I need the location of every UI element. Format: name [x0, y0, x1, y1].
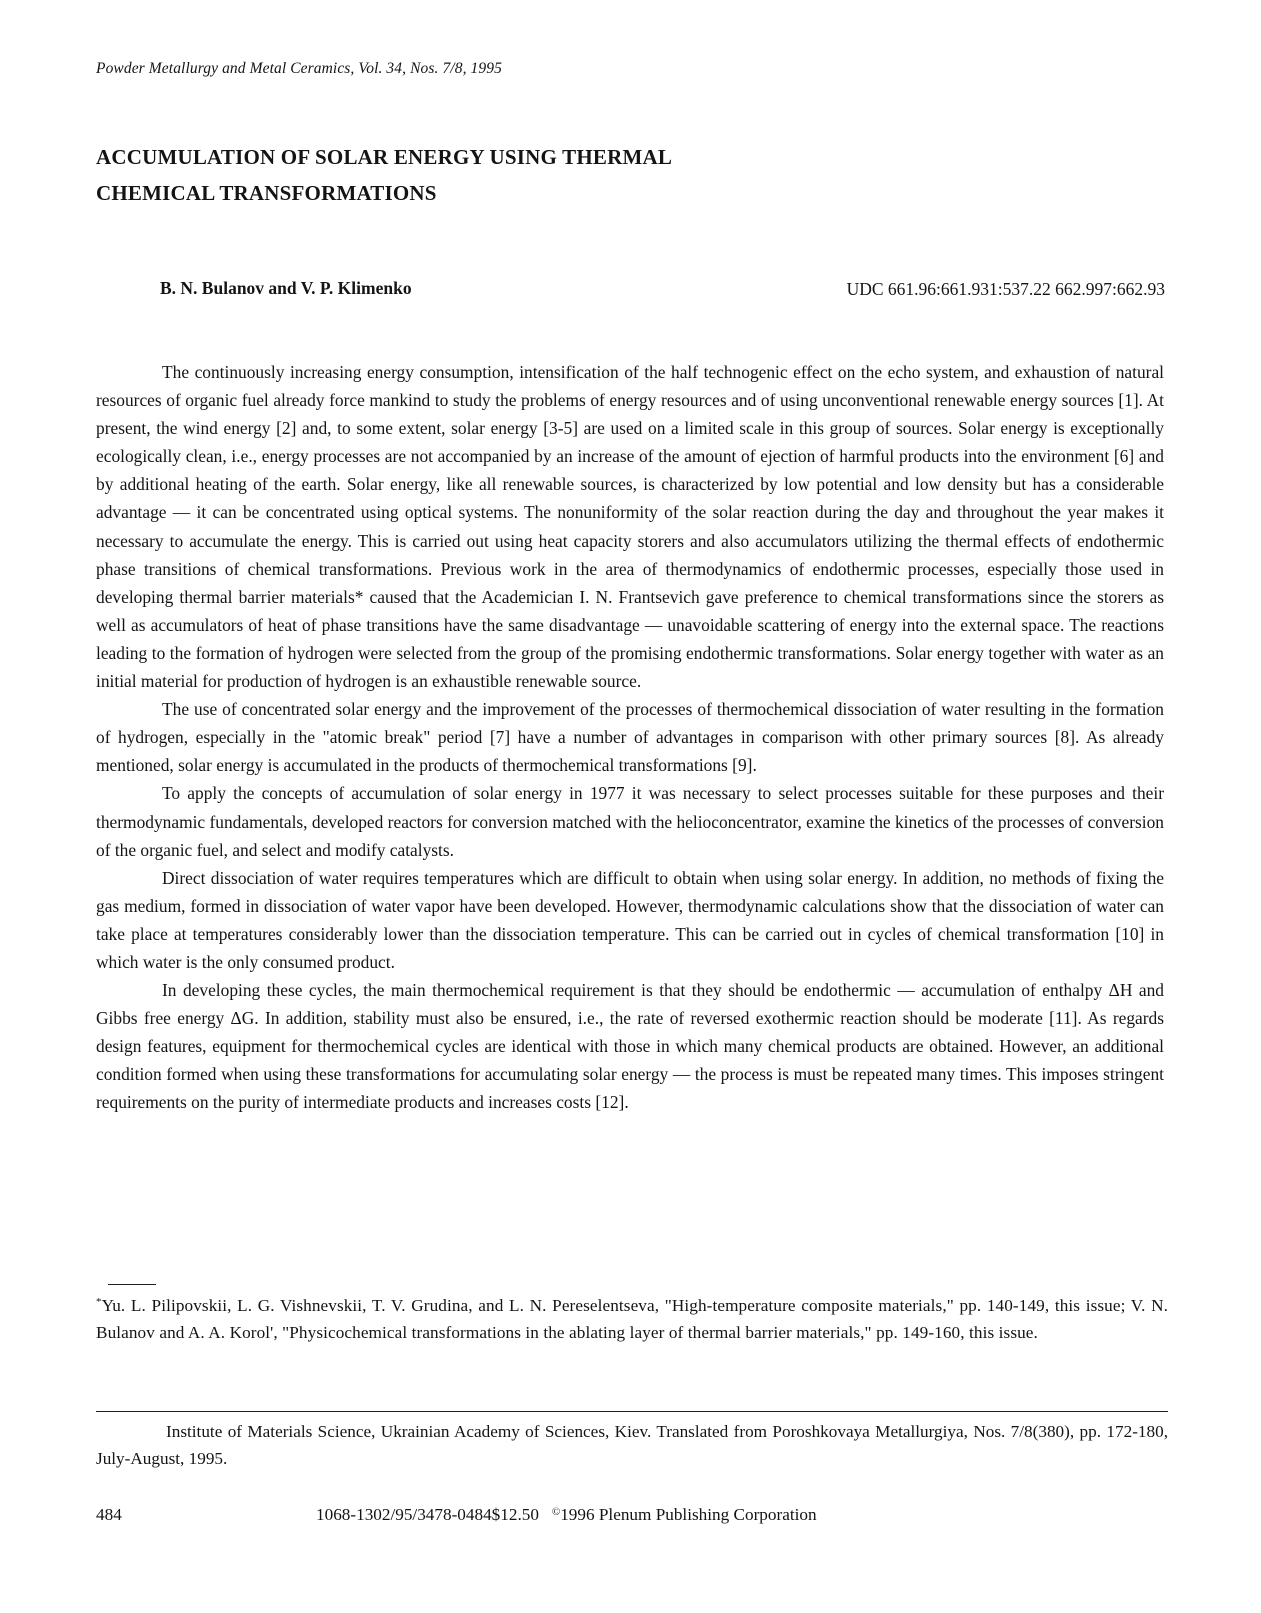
udc-code: UDC 661.96:661.931:537.22 662.997:662.93 [846, 279, 1165, 299]
copyright-symbol: © [551, 1506, 561, 1518]
issn-price: 1068-1302/95/3478-0484$12.50 [316, 1505, 539, 1524]
body-paragraph: To apply the concepts of accumulation of solar energy in 1977 it was necessary to select processes suitable for these purposes and their thermodynamic fundamentals, developed reactors for conversion matched with the helioconcentrator, examine the kinetics of the processes of conversion of the organic fuel, and select and modify catalysts. [96, 783, 1164, 860]
copyright-text: 1996 Plenum Publishing Corporation [560, 1505, 817, 1524]
body-paragraph: Direct dissociation of water requires temperatures which are difficult to obtain when using solar energy. In addition, no methods of fixing the gas medium, formed in dissociation of water vapor have been developed. However, thermodynamic calculations show that the dissociation of water can take place at temperatures considerably lower than the dissociation temperature. This can be carried out in cycles of chemical transformation [10] in which water is the only consumed product. [96, 867, 1164, 972]
body-paragraph: In developing these cycles, the main thermochemical requirement is that they should be endothermic — accumulation of enthalpy ΔH and Gibbs free energy ΔG. In addition, stability must also be ensured, i.e., the rate of reversed exothermic reaction should be moderate [11]. As regards design features, equipment for thermochemical cycles are identical with those in which many chemical products are obtained. However, an additional condition formed when using these transformations for accumulating solar energy — the process is must be repeated many times. This imposes stringent requirements on the purity of intermediate products and increases costs [12]. [96, 980, 1164, 1113]
page-number: 484 [96, 1505, 122, 1524]
affiliation-divider [96, 1411, 1168, 1412]
body-paragraph: The use of concentrated solar energy and the improvement of the processes of thermochemical dissociation of water resulting in the formation of hydrogen, especially in the "atomic break" period [7] have a number of advantages in comparison with other primary sources [8]. As already mentioned, solar energy is accumulated in the products of thermochemical transformations [9]. [96, 699, 1164, 776]
article-body [96, 358, 1164, 1117]
journal-citation: Powder Metallurgy and Metal Ceramics, Vol. 34, Nos. 7/8, 1995 [96, 60, 502, 77]
body-paragraph: The continuously increasing energy consumption, intensification of the half technogenic effect on the echo system, and exhaustion of natural resources of organic fuel already force mankind to study the problems of energy resources and of using unconventional renewable energy sources [1]. At present, the wind energy [2] and, to some extent, solar energy [3-5] are used on a limited scale in this group of sources. Solar energy is exceptionally ecologically clean, i.e., energy processes are not accompanied by an increase of the amount of ejection of harmful products into the environment [6] and by additional heating of the earth. Solar energy, like all renewable sources, is characterized by low potential and low density but has a considerable advantage — it can be concentrated using optical systems. The nonuniformity of the solar reaction during the day and throughout the year makes it necessary to accumulate the energy. This is carried out using heat capacity storers and also accumulators utilizing the thermal effects of endothermic phase transitions of chemical transformations. Previous work in the area of thermodynamics of endothermic processes, especially those used in developing thermal barrier materials* caused that the Academician I. N. Frantsevich gave preference to chemical transformations since the storers as well as accumulators of heat of phase transitions have the same disadvantage — unavoidable scattering of energy into the external space. The reactions leading to the formation of hydrogen were selected from the group of the promising endothermic transformations. Solar energy together with water as an initial material for production of hydrogen is an exhaustible renewable source. [96, 362, 1164, 692]
author-names: B. N. Bulanov and V. P. Klimenko [160, 278, 412, 298]
copyright-line [316, 1505, 817, 1525]
affiliation-text: Institute of Materials Science, Ukrainian Academy of Sciences, Kiev. Translated from Poroshkovaya Metallurgiya, Nos. 7/8(380), pp. 172-180, July-August, 1995. [96, 1422, 1168, 1468]
footnote-text: Yu. L. Pilipovskii, L. G. Vishnevskii, T. V. Grudina, and L. N. Pereselentseva, "High-temperature composite materials," pp. 140-149, this issue; V. N. Bulanov and A. A. Korol', "Physicochemical transformations in the ablating layer of thermal barrier materials," pp. 149-160, this issue. [96, 1296, 1168, 1342]
footnote [96, 1292, 1168, 1346]
affiliation-block [96, 1418, 1168, 1472]
title-line-1: ACCUMULATION OF SOLAR ENERGY USING THERMAL [96, 145, 673, 169]
footnote-divider [108, 1284, 156, 1285]
article-title [96, 139, 856, 211]
footnote-marker: * [96, 1296, 102, 1308]
title-line-2: CHEMICAL TRANSFORMATIONS [96, 181, 437, 205]
